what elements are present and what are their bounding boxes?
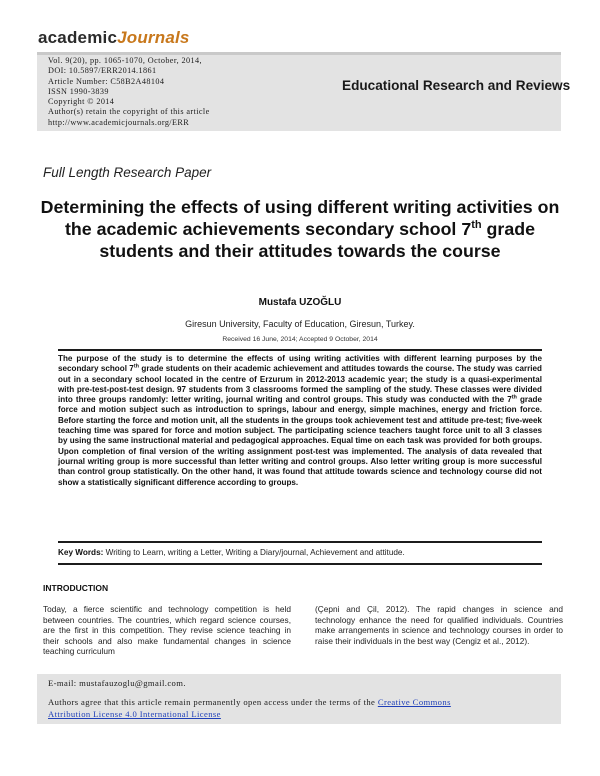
meta-copyright: Copyright © 2014 — [48, 97, 115, 107]
meta-article-number: Article Number: C58B2A48104 — [48, 76, 165, 86]
paper-type: Full Length Research Paper — [43, 165, 212, 180]
license-link-part-2[interactable]: Attribution License 4.0 International License — [48, 709, 221, 719]
title-superscript: th — [471, 219, 482, 232]
logo-text-academic: academic — [38, 28, 118, 47]
author-affiliation: Giresun University, Faculty of Education, Giresun, Turkey. — [185, 319, 415, 329]
abstract-sup-1: th — [133, 363, 140, 370]
author-email[interactable]: E-mail: mustafauzoglu@gmail.com. — [48, 678, 186, 688]
meta-author-rights: Author(s) retain the copyright of this article — [48, 107, 210, 117]
abstract-part-3: grade force and motion subject such as introduction to springs, labour and energy, simple machines, energy and friction force. Before starting the force and motion unit, all the students in the groups took achievement test and attitude pre-test; five-week teaching time was spared for force and motion subject. The participating science teachers taught force unit to all 3 classes by using the same instructional material and pedagogical approaches. Equal time on each task was provided for both groups. Upon completion of final version of the writing assignment post-test was implemented. The analysis of data revealed that journal writing group is more successful than letter writing and control groups. Also letter writing group is more successful than control group statistically. On the other hand, it was found that attitude towards science and technology course did not show a statistically significant difference according to groups. — [58, 395, 542, 487]
keywords-bottom-rule — [58, 563, 542, 565]
title-part-1: Determining the effects of using different writing activities on the academic achievements secondary school 7 — [40, 197, 560, 239]
meta-issn: ISSN 1990-3839 — [48, 86, 109, 96]
abstract-top-rule — [58, 349, 542, 351]
license-text: Authors agree that this article remain permanently open access under the terms of the — [48, 697, 378, 707]
license-statement — [48, 697, 451, 707]
article-meta — [48, 56, 210, 128]
received-accepted-dates: Received 16 June, 2014; Accepted 9 October, 2014 — [222, 336, 378, 343]
license-link-line-2 — [48, 709, 221, 719]
meta-volume: Vol. 9(20), pp. 1065-1070, October, 2014, — [48, 56, 202, 65]
keywords — [58, 548, 405, 557]
meta-doi: DOI: 10.5897/ERR2014.1861 — [48, 66, 157, 76]
author-name: Mustafa UZOĞLU — [258, 297, 342, 308]
abstract-part-2: grade students on their academic achievement and attitudes towards the course. The study was carried out in a secondary school located in the centre of Erzurum in 2012-2013 academic year; the study is a quasi-experimental with pre-test-post-test design. 97 students from 3 classrooms formed the sampling of the study. These classes were divided into three groups randomly: letter writing, journal writing and control groups. This study was conducted with the 7 — [58, 364, 542, 405]
paper-title — [40, 196, 560, 262]
journal-name: Educational Research and Reviews — [342, 78, 571, 93]
abstract-sup-2: th — [511, 394, 517, 401]
introduction-heading: INTRODUCTION — [43, 583, 109, 593]
logo-text-journals: Journals — [117, 28, 190, 47]
abstract-part-1: The purpose of the study is to determine the effects of using writing activities with different learning purposes by the secondary school 7 — [58, 354, 542, 374]
abstract-bottom-rule — [58, 541, 542, 543]
license-link-part-1[interactable]: Creative Commons — [377, 697, 451, 707]
meta-url[interactable]: http://www.academicjournals.org/ERR — [48, 117, 190, 127]
introduction-right-column: (Çepni and Çil, 2012). The rapid changes in science and technology enhance the need for qualified individuals. Countries make arrangements in science and technology courses in order to raise their individuals in the best way (Cengiz et al., 2012). — [315, 604, 563, 646]
keywords-label: Key Words: — [58, 548, 104, 557]
journal-logo — [38, 28, 190, 48]
title-part-2: grade students and their attitudes towards the course — [99, 219, 535, 261]
keywords-text: Writing to Learn, writing a Letter, Writing a Diary/journal, Achievement and attitude. — [103, 548, 405, 557]
introduction-left-column: Today, a fierce scientific and technology competition is held between countries. The countries, which regard science courses, are the first in this competition. They revise science teaching in their schools and also make fundamental changes in science teaching curriculum — [43, 604, 291, 657]
abstract — [58, 354, 542, 488]
